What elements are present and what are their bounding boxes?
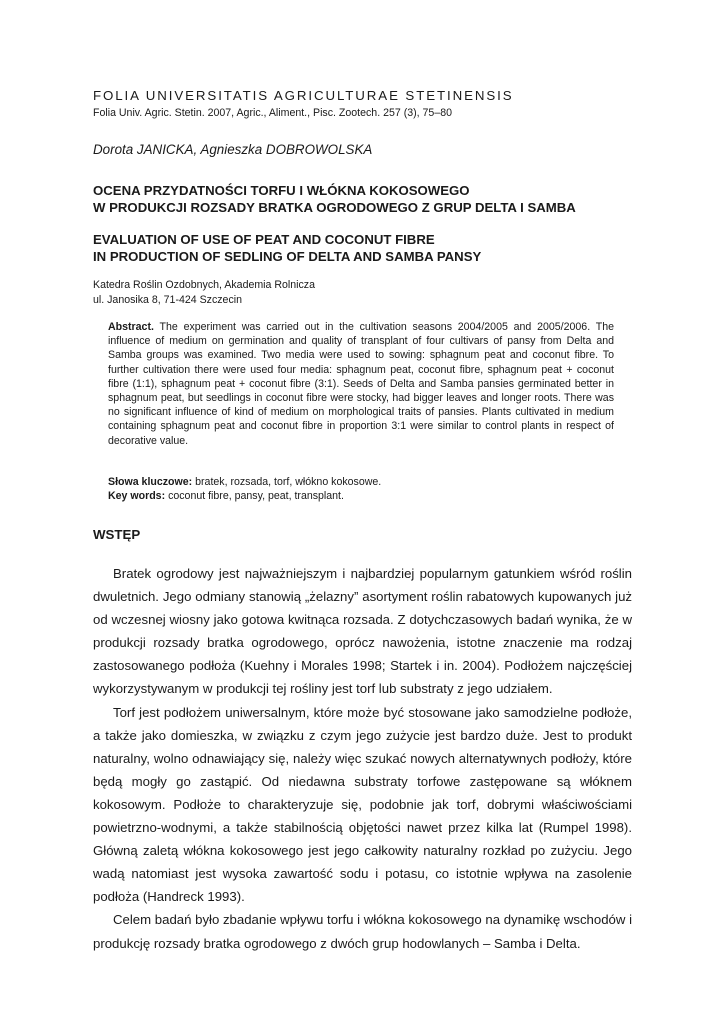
title-polish [93,182,576,216]
abstract [108,320,614,448]
journal-name: FOLIA UNIVERSITATIS AGRICULTURAE STETINENSIS [93,88,514,103]
keywords-polish-text: bratek, rozsada, torf, włókno kokosowe. [195,476,382,488]
body-paragraph: Bratek ogrodowy jest najważniejszym i najbardziej popularnym gatunkiem wśród roślin dwuletnich. Jego odmiany stanowią „żelazny” asortyment roślin rabatowych kupowanych już od wczesnej wiosny jako gotowa kwitnąca rozsada. Z dotychczasowych badań wynika, że w produkcji rozsady bratka ogrodowego, oprócz nawożenia, istotne znaczenie ma rodzaj zastosowanego podłoża (Kuehny i Morales 1998; Startek i in. 2004). Podłożem najczęściej wykorzystywanym w produkcji tej rośliny jest torf lub substraty z jego udziałem. [93,566,632,697]
section-heading: WSTĘP [93,527,141,542]
title-english-line-1: EVALUATION OF USE OF PEAT AND COCONUT FIBRE [93,232,435,247]
keywords-block [108,475,381,503]
author-list: Dorota JANICKA, Agnieszka DOBROWOLSKA [93,142,373,157]
title-polish-line-2: W PRODUKCJI ROZSADY BRATKA OGRODOWEGO Z GRUP DELTA I SAMBA [93,200,576,215]
title-polish-line-1: OCENA PRZYDATNOŚCI TORFU I WŁÓKNA KOKOSOWEGO [93,183,470,198]
abstract-text: The experiment was carried out in the cultivation seasons 2004/2005 and 2005/2006. The influence of medium on germination and quality of transplant of four cultivars of pansy from Delta and Samba groups was examined. Two media were used to sowing: sphagnum peat and coconut fibre. To further cultivation there were used four media: sphagnum peat, coconut fibre, sphagnum peat + coconut fibre (1:1), sphagnum peat + coconut fibre (3:1). Seeds of Delta and Samba pansies germinated better in sphagnum peat, but seedlings in coconut fibre were stocky, had bigger leaves and longer roots. There was no significant influence of kind of medium on morphological traits of pansies. Plants cultivated in medium containing sphagnum peat and coconut fibre in proportion 3:1 were similar to control plants in respect of decorative value. [108,321,614,447]
keywords-english [108,489,381,503]
affiliation-line-1: Katedra Roślin Ozdobnych, Akademia Rolnicza [93,279,315,291]
section-body [93,562,632,955]
body-paragraph: Torf jest podłożem uniwersalnym, które może być stosowane jako samodzielne podłoże, a także jako domieszka, w związku z czym jego zużycie jest bardzo duże. Jest to produkt naturalny, wolno odnawiający się, należy więc szukać nowych alternatywnych podłoży, które będą mogły go zastąpić. Od niedawna substraty torfowe zastępowane są włóknem kokosowym. Podłoże to charakteryzuje się, podobnie jak torf, dobrymi właściwościami powietrzno-wodnymi, a także stabilnością objętości nawet przez kilka lat (Rumpel 1998). Główną zaletą włókna kokosowego jest jego całkowity naturalny rozkład po zużyciu. Jego wadą natomiast jest wysoka zawartość sodu i potasu, co istotnie wpływa na zasolenie podłoża (Handreck 1993). [93,704,632,905]
affiliation-line-2: ul. Janosika 8, 71-424 Szczecin [93,294,242,306]
title-english-line-2: IN PRODUCTION OF SEDLING OF DELTA AND SAMBA PANSY [93,249,482,264]
keywords-polish-label: Słowa kluczowe: [108,476,193,488]
keywords-polish [108,475,381,489]
journal-citation: Folia Univ. Agric. Stetin. 2007, Agric., Aliment., Pisc. Zootech. 257 (3), 75–80 [93,107,452,119]
keywords-english-label: Key words: [108,490,166,503]
body-paragraph: Celem badań było zbadanie wpływu torfu i włókna kokosowego na dynamikę wschodów i produkcję rozsady bratka ogrodowego z dwóch grup hodowlanych – Samba i Delta. [93,912,632,951]
keywords-english-text: coconut fibre, pansy, peat, transplant. [168,490,344,503]
abstract-label: Abstract. [108,321,154,333]
title-english [93,231,481,265]
affiliation [93,278,315,308]
